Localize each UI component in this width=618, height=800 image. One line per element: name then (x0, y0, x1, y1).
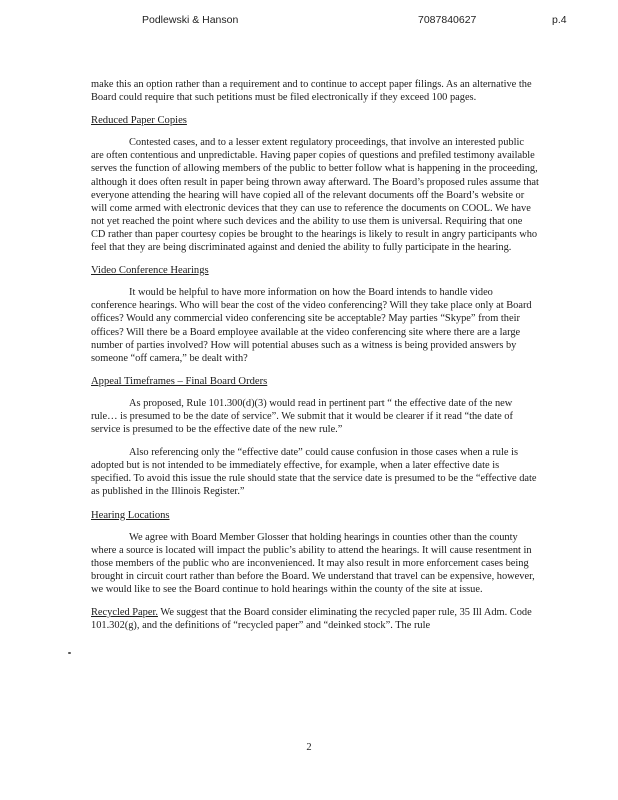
document-body (91, 78, 539, 640)
paragraph-hearing-locations: We agree with Board Member Glosser that holding hearings in counties other than the county where a source is located will impact the public’s ability to attend the hearings. It will cause resentment in those members of the public who are inconvenienced. It may also result in more enforcement cases being brought in circuit court rather than before the Board. We understand that travel can be expensive, however, we would like to see the Board continue to hold hearings within the county of the site at issue. (91, 531, 535, 595)
paragraph-reduced-paper-copies: Contested cases, and to a lesser extent regulatory proceedings, that involve an interested public are often contentious and unpredictable. Having paper copies of questions and prefiled testimony available serves the function of allowing members of the public to better follow what is happening in the proceeding, although it does often result in paper being thrown away afterward. The Board’s proposed rules assume that everyone attending the hearing will have copied all of the relevant documents off the Board’s website or will come armed with electronic devices that they can use to reference the documents on COOL. We have not yet reached the point where such devices and the ability to use them is universal. Requiring that one CD rather than paper courtesy copies be brought to the hearings is likely to result in angry participants who feel that they are being discriminated against and denied the ability to fully participate in the hearing. (91, 137, 539, 254)
paragraph-video-conference: It would be helpful to have more information on how the Board intends to handle video conference hearings. Who will bear the cost of the video conferencing? Will they take place only at Board offices? Would any commercial video conferencing site be acceptable? May parties “Skype” from their offices? Will there be a Board employee available at the video conferencing site where there are a large number of parties involved? How will potential abuses such as a witness is being provided answers by someone “off camera,” be dealt with? (91, 287, 532, 364)
fax-number: 7087840627 (418, 14, 477, 26)
paragraph-recycled-paper (91, 606, 539, 632)
heading-appeal-timeframes: Appeal Timeframes – Final Board Orders (91, 375, 268, 387)
page-number: 2 (306, 742, 312, 753)
intro-paragraph: make this an option rather than a requirement and to continue to accept paper filings. As an alternative the Board could require that such petitions must be filed electronically if they exceed 100 pages. (91, 79, 532, 104)
heading-hearing-locations: Hearing Locations (91, 509, 170, 521)
fax-header (0, 14, 618, 28)
heading-video-conference: Video Conference Hearings (91, 265, 209, 277)
paragraph-appeal-timeframes-2: Also referencing only the “effective date” could cause confusion in those cases when a rule is adopted but is not intended to be immediately effective, for example, when a later effective date is specified. To avoid this issue the rule should state that the service date is presumed to be the “effective date as published in the Illinois Register.” (91, 447, 537, 498)
scan-speck (68, 652, 71, 654)
heading-recycled-paper: Recycled Paper. (91, 607, 158, 619)
fax-sender: Podlewski & Hanson (142, 14, 239, 26)
fax-page-label: p.4 (552, 14, 567, 26)
heading-reduced-paper-copies: Reduced Paper Copies (91, 115, 187, 127)
paragraph-appeal-timeframes-1: As proposed, Rule 101.300(d)(3) would read in pertinent part “ the effective date of the new rule… is presumed to be the date of service”. We submit that it would be clearer if it read “the date of service is presumed to be the effective date of the new rule.” (91, 397, 513, 436)
recycled-paper-text: We suggest that the Board consider eliminating the recycled paper rule, 35 Ill Adm. Code 101.302(g), and the definitions of “recycled paper” and “deinked stock”. The rule (91, 607, 532, 632)
